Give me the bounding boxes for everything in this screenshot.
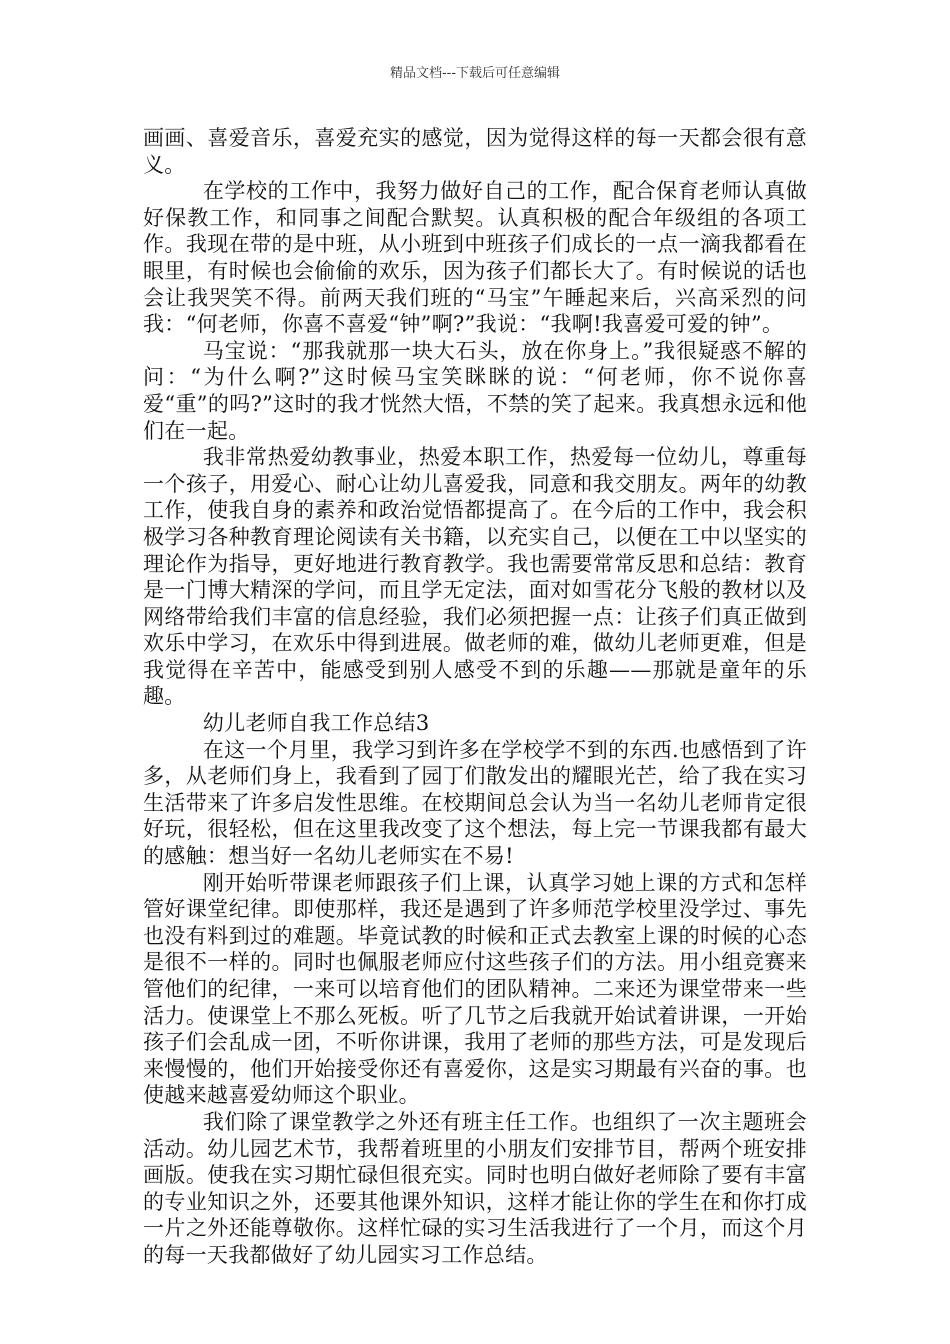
section-heading: 幼儿老师自我工作总结3 [202,711,430,736]
paragraph-5: 在这一个月里，我学习到许多在学校学不到的东西.也感悟到了许多，从老师们身上，我看到了园丁们散发出的耀眼光芒，给了我在实习生活带来了许多启发性思维。在校期间总会认为当一名幼儿老师肯定很好玩，很轻松，但在这里我改变了这个想法，每上完一节课我都有最大的感触：想当好一名幼儿老师实在不易! [143,737,807,869]
paragraph-7: 我们除了课堂教学之外还有班主任工作。也组织了一次主题班会活动。幼儿园艺术节，我帮着班里的小朋友们安排节目，帮两个班安排画版。使我在实习期忙碌但很充实。同时也明白做好老师除了要有丰富的专业知识之外，还要其他课外知识，这样才能让你的学生在和你打成一片之外还能尊敬你。这样忙碌的实习生活我进行了一个月，而这个月的每一天我都做好了幼儿园实习工作总结。 [143,1109,807,1267]
document-body [143,125,807,1269]
paragraph-6: 刚开始听带课老师跟孩子们上课，认真学习她上课的方式和怎样管好课堂纪律。即使那样，我还是遇到了许多师范学校里没学过、事先也没有料到过的难题。毕竟试教的时候和正式去教室上课的时候的心态是很不一样的。同时也佩服老师应付这些孩子们的方法。用小组竞赛来管他们的纪律，一来可以培育他们的团队精神。二来还为课堂带来一些活力。使课堂上不那么死板。听了几节之后我就开始试着讲课，一开始孩子们会乱成一团，不听你讲课，我用了老师的那些方法，可是发现后来慢慢的，他们开始接受你还有喜爱你，这是实习期最有兴奋的事。也使越来越喜爱幼师这个职业。 [143,870,807,1108]
paragraph-4: 我非常热爱幼教事业，热爱本职工作，热爱每一位幼儿，尊重每一个孩子，用爱心、耐心让幼儿喜爱我，同意和我交朋友。两年的幼教工作，使我自身的素养和政治觉悟都提高了。在今后的工作中，我会积极学习各种教育理论阅读有关书籍，以充实自己，以便在工中以坚实的理论作为指导，更好地进行教育教学。我也需要常常反思和总结：教育是一门博大精深的学问，而且学无定法，面对如雪花分飞般的教材以及网络带给我们丰富的信息经验，我们必须把握一点：让孩子们真正做到欢乐中学习，在欢乐中得到进展。做老师的难，做幼儿老师更难，但是我觉得在辛苦中，能感受到别人感受不到的乐趣——那就是童年的乐趣。 [143,445,807,709]
paragraph-1: 画画、喜爱音乐，喜爱充实的感觉，因为觉得这样的每一天都会很有意义。 [143,126,807,177]
paragraph-2: 在学校的工作中，我努力做好自己的工作，配合保育老师认真做好保教工作，和同事之间配合默契。认真积极的配合年级组的各项工作。我现在带的是中班，从小班到中班孩子们成长的一点一滴我都看在眼里，有时候也会偷偷的欢乐，因为孩子们都长大了。有时候说的话也会让我哭笑不得。前两天我们班的“马宝”午睡起来后，兴高采烈的问我：“何老师，你喜不喜爱“钟”啊?”我说：“我啊!我喜爱可爱的钟”。 [143,179,807,337]
page-header: 精品文档---下载后可任意编辑 [389,66,561,81]
paragraph-3: 马宝说：“那我就那一块大石头，放在你身上。”我很疑惑不解的问：“为什么啊?”这时候马宝笑眯眯的说：“何老师，你不说你喜爱“重”的吗?”这时的我才恍然大悟，不禁的笑了起来。我真想永远和他们在一起。 [143,338,807,443]
